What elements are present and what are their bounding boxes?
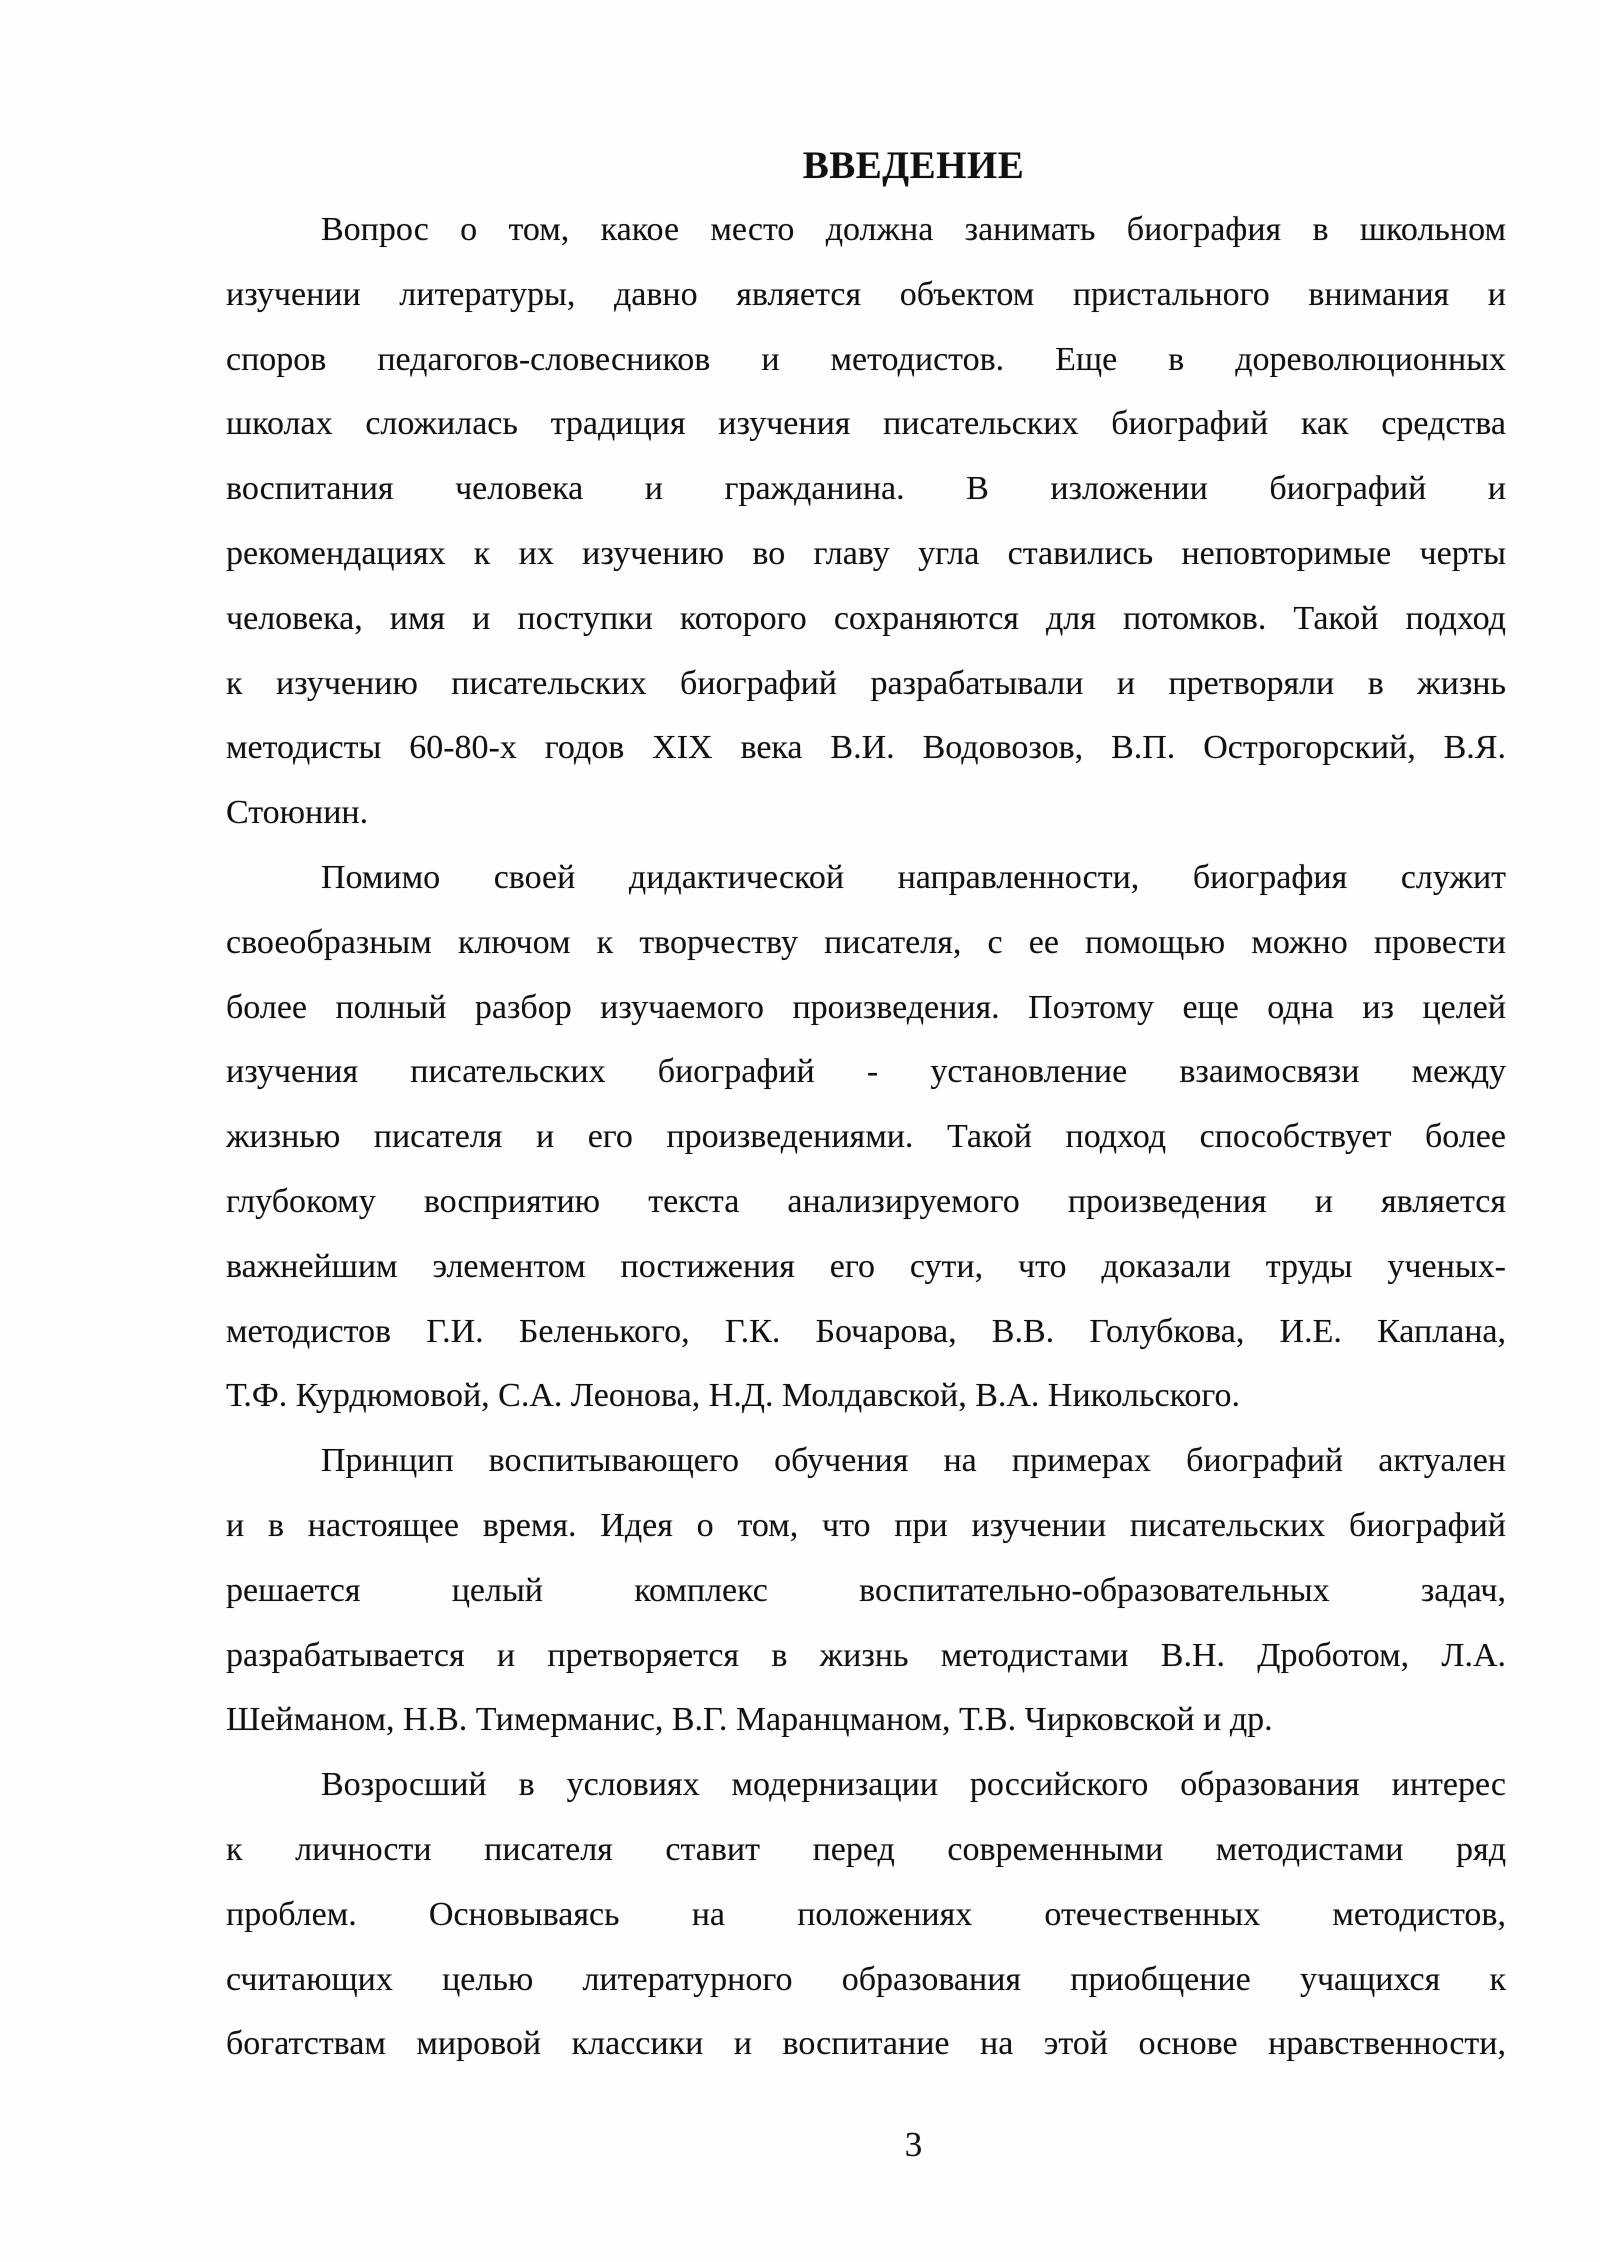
page-number: 3 bbox=[904, 2125, 923, 2164]
text-line: проблем. Основываясь на положениях отечественных методистов, bbox=[226, 1895, 1506, 1933]
paragraph bbox=[226, 1753, 1506, 2077]
text-line: рекомендациях к их изучению во главу угла ставились неповторимые черты bbox=[226, 534, 1506, 572]
text-line: к личности писателя ставит перед современными методистами ряд bbox=[226, 1830, 1506, 1868]
text-line: Помимо своей дидактической направленности, биография служит bbox=[321, 858, 1506, 896]
text-line: более полный разбор изучаемого произведения. Поэтому еще одна из целей bbox=[226, 988, 1506, 1026]
text-line: к изучению писательских биографий разрабатывали и претворяли в жизнь bbox=[226, 664, 1506, 702]
text-line: своеобразным ключом к творчеству писателя, с ее помощью можно провести bbox=[226, 923, 1506, 961]
text-line: важнейшим элементом постижения его сути, что доказали труды ученых- bbox=[226, 1247, 1506, 1285]
page-title: ВВЕДЕНИЕ bbox=[802, 144, 1025, 187]
text-line: методистов Г.И. Беленького, Г.К. Бочарова, В.В. Голубкова, И.Е. Каплана, bbox=[226, 1312, 1506, 1350]
text-line: Принцип воспитывающего обучения на примерах биографий актуален bbox=[321, 1442, 1506, 1480]
text-line: споров педагогов-словесников и методистов. Еще в дореволюционных bbox=[226, 340, 1506, 378]
paragraph bbox=[226, 1429, 1506, 1753]
text-line: разрабатывается и претворяется в жизнь методистами В.Н. Дроботом, Л.А. bbox=[226, 1636, 1506, 1674]
text-line: считающих целью литературного образования приобщение учащихся к bbox=[226, 1960, 1506, 1998]
document-content bbox=[226, 133, 1506, 2077]
text-line: воспитания человека и гражданина. В изложении биографий и bbox=[226, 470, 1506, 508]
text-line: и в настоящее время. Идея о том, что при изучении писательских биографий bbox=[226, 1506, 1506, 1544]
paragraph bbox=[226, 198, 1506, 846]
text-line: жизнью писателя и его произведениями. Такой подход способствует более bbox=[226, 1118, 1506, 1156]
text-line: Шейманом, Н.В. Тимерманис, В.Г. Маранцманом, Т.В. Чирковской и др. bbox=[226, 1701, 1273, 1739]
text-line: методисты 60-80-х годов XIX века В.И. Водовозов, В.П. Острогорский, В.Я. bbox=[226, 729, 1506, 767]
text-line: Вопрос о том, какое место должна занимать биография в школьном bbox=[321, 211, 1506, 248]
text-line: человека, имя и поступки которого сохраняются для потомков. Такой подход bbox=[226, 599, 1506, 637]
text-line: Т.Ф. Курдюмовой, С.А. Леонова, Н.Д. Молдавской, В.А. Никольского. bbox=[226, 1377, 1240, 1415]
text-line: Возросший в условиях модернизации российского образования интерес bbox=[321, 1766, 1506, 1804]
text-line: глубокому восприятию текста анализируемого произведения и является bbox=[226, 1182, 1506, 1220]
paragraph bbox=[226, 846, 1506, 1429]
text-line: изучения писательских биографий - установление взаимосвязи между bbox=[226, 1053, 1506, 1091]
document-body bbox=[226, 198, 1506, 2077]
text-line: школах сложилась традиция изучения писательских биографий как средства bbox=[226, 405, 1506, 443]
text-line: изучении литературы, давно является объектом пристального внимания и bbox=[226, 275, 1506, 313]
text-line: богатствам мировой классики и воспитание на этой основе нравственности, bbox=[226, 2025, 1506, 2063]
text-line: Стоюнин. bbox=[226, 794, 369, 832]
text-line: решается целый комплекс воспитательно-образовательных задач, bbox=[226, 1571, 1506, 1609]
